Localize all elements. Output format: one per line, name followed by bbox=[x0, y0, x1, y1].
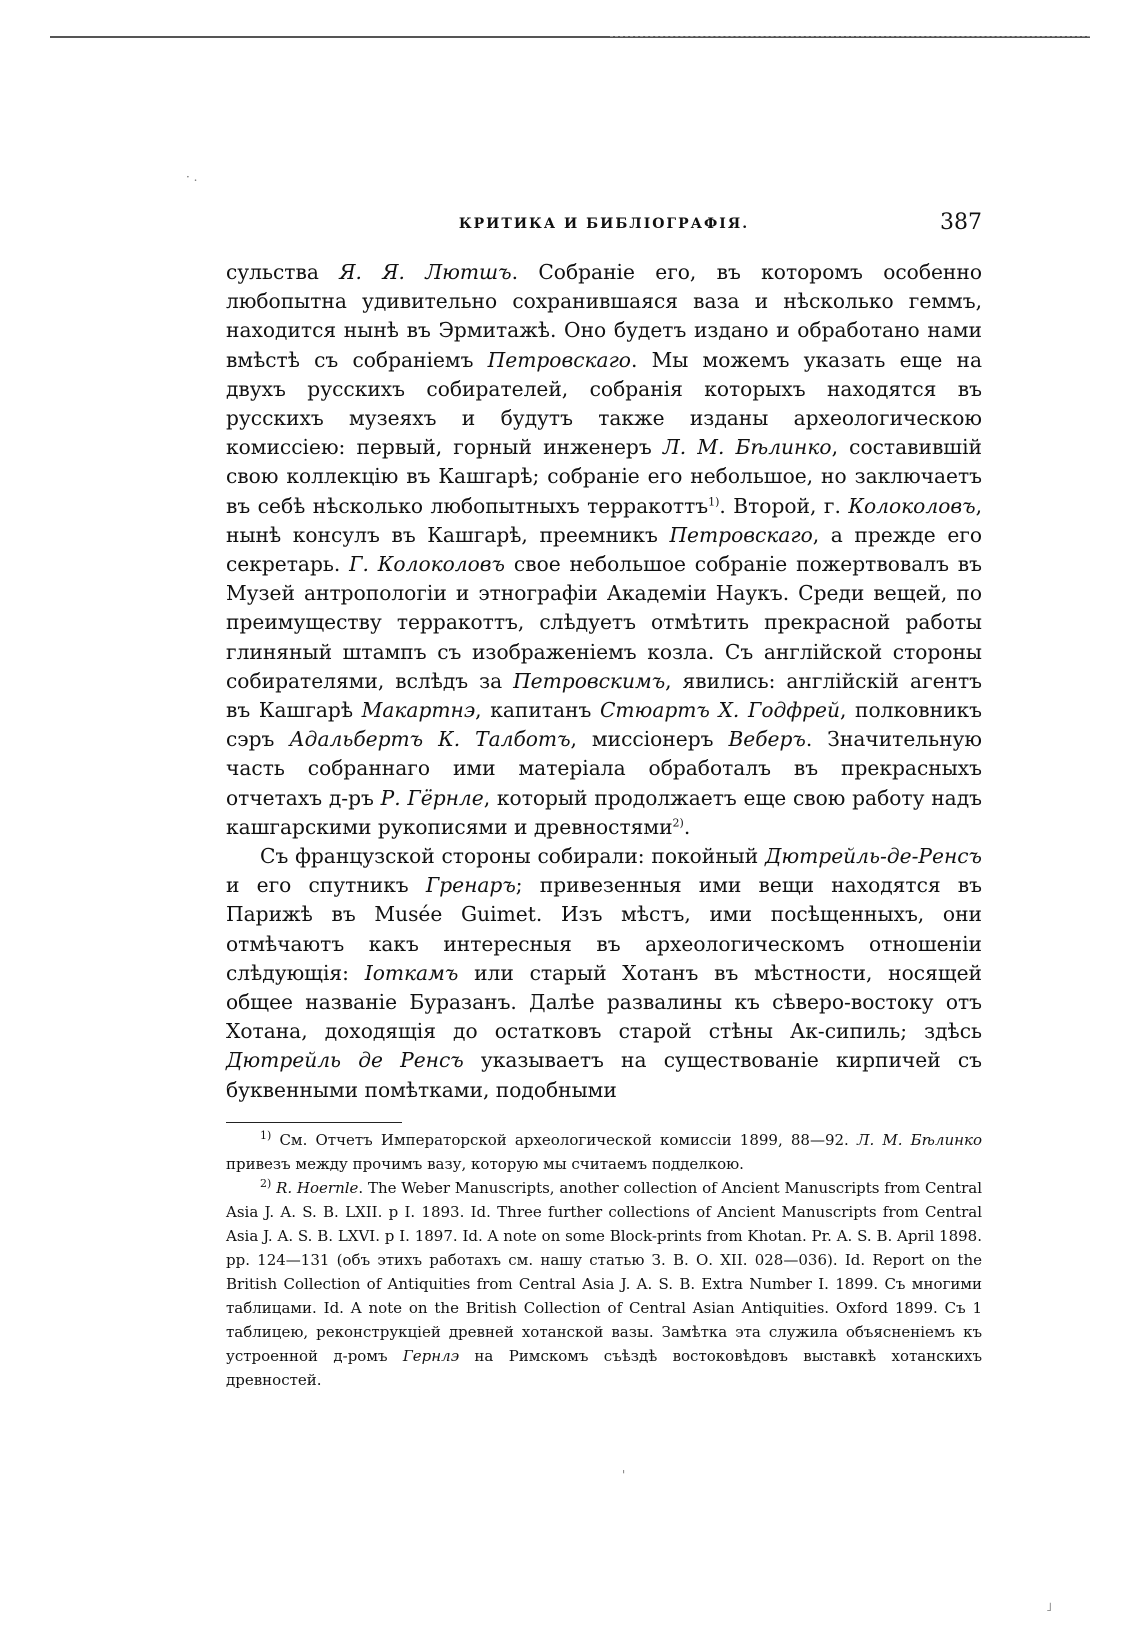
scan-speck: · . bbox=[186, 170, 198, 184]
header-title: КРИТИКА И БИБЛІОГРАФІЯ. bbox=[458, 216, 750, 232]
name-italic: Я. Я. Лютшъ bbox=[339, 260, 512, 284]
name-italic: Гренаръ bbox=[425, 873, 516, 898]
footnote-ref-1[interactable]: 1) bbox=[708, 494, 720, 508]
body-text bbox=[226, 258, 982, 1105]
paragraph-2 bbox=[226, 842, 982, 1105]
text-run: . The Weber Manuscripts, another collection of Ancient Manuscripts from Central Asia J. A. S. B. LXII. p I. 1893. Id. Three further collections of Ancient Manuscripts from Central Asia J. A. S. B. LXVI. p I. 1897. Id. A note on some Block-prints from Khotan. Pr. A. S. B. April 1898. pp. 124—131 (объ этихъ работахъ см. нашу статью З. В. О. XII. 028—036). Id. Report on the British Collection of Antiquities from Central Asia J. A. S. B. Extra Number I. 1899. Съ многими таблицами. Id. A note on the British Collection of Central Asian Antiquities. Oxford 1899. Съ 1 таблицею, реконструкціей древней хотанской вазы. Замѣтка эта служила объясненіемъ къ устроенной д-ромъ bbox=[226, 1179, 982, 1365]
name-italic: Іоткамъ bbox=[364, 960, 459, 985]
footnote-ref-2[interactable]: 2) bbox=[672, 816, 684, 830]
text-run: , который продолжаетъ еще свою работу надъ кашгарскими рукописями и древностями bbox=[226, 785, 982, 839]
text-run: свое небольшое собраніе пожертвовалъ въ Музей антропологіи и этнографіи Академіи Наукъ. Среди вещей, по преимуществу терракоттъ, слѣдуетъ отмѣтить прекрасной работы глиняный штампъ съ изображеніемъ козла. Съ англійской стороны собирателями, вслѣдъ за bbox=[226, 552, 982, 693]
text-run: на Римскомъ съѣздѣ востоковѣдовъ выставкѣ хотанскихъ древностей. bbox=[226, 1347, 982, 1389]
text-run: , миссіонеръ bbox=[570, 727, 729, 752]
name-italic: Стюартъ X. Годфрей bbox=[599, 698, 840, 723]
text-run: , капитанъ bbox=[475, 698, 600, 723]
footnote-marker: 1) bbox=[260, 1129, 272, 1142]
name-italic: Л. М. Бѣлинко bbox=[856, 1131, 983, 1149]
text-run: и его спутникъ bbox=[226, 873, 426, 898]
name-italic: Дютрейль де Ренсъ bbox=[226, 1048, 464, 1073]
text-run: указываетъ на существованіе кирпичей съ буквенными помѣтками, подобными bbox=[226, 1048, 982, 1102]
text-run: . bbox=[683, 814, 691, 839]
name-italic: Макартнэ bbox=[361, 698, 476, 723]
name-italic: Р. Гёрнле bbox=[380, 785, 484, 810]
text-run: . Значительную часть собраннаго ими матеріала обработалъ въ прекрасныхъ отчетахъ д-ръ bbox=[226, 727, 982, 810]
paragraph-1 bbox=[226, 258, 982, 842]
name-italic: R. Hoernle bbox=[276, 1179, 359, 1197]
page-number: 387 bbox=[940, 210, 982, 235]
footnotes bbox=[226, 1128, 982, 1392]
text-run: сульства bbox=[226, 260, 340, 284]
text-run: , полковникъ сэръ bbox=[226, 698, 982, 752]
text-run: ; привезенныя ими вещи находятся въ Парижѣ въ Musée Guimet. Изъ мѣстъ, ими посѣщенныхъ, они отмѣчаютъ какъ интересныя въ археологическомъ отношеніи слѣдующія: bbox=[226, 873, 983, 985]
text-run: См. Отчетъ Императорской археологической комиссіи 1899, 88—92. bbox=[271, 1131, 857, 1149]
scan-speck: ˩ bbox=[1046, 1600, 1052, 1614]
text-run: . Мы можемъ указать еще на двухъ русскихъ собирателей, собранія которыхъ находятся въ русскихъ музеяхъ и будутъ также изданы археологическою комиссіею: первый, горный инженеръ bbox=[226, 347, 982, 460]
running-header bbox=[226, 210, 982, 242]
name-italic: Веберъ bbox=[728, 727, 806, 752]
name-italic: Петровскимъ bbox=[513, 668, 666, 693]
name-italic: Гернлэ bbox=[402, 1347, 460, 1365]
name-italic: Петровскаго bbox=[487, 347, 631, 372]
footnote-marker: 2) bbox=[260, 1177, 272, 1190]
footnote-divider bbox=[226, 1122, 402, 1123]
name-italic: Петровскаго bbox=[669, 522, 813, 547]
name-italic: Колоколовъ bbox=[848, 493, 976, 518]
text-run: , составившій свою коллекцію въ Кашгарѣ; собраніе его небольшое, но заключаетъ въ себѣ нѣсколько любопытныхъ терракоттъ bbox=[226, 435, 982, 518]
text-run: или старый Хотанъ въ мѣстности, носящей общее названіе Буразанъ. Далѣе развалины къ сѣверо-востоку отъ Хотана, доходящія до остатковъ старой стѣны Ак-сипиль; здѣсь bbox=[226, 960, 982, 1044]
footnote-1 bbox=[226, 1128, 982, 1176]
name-italic: Адальбертъ К. Талботъ bbox=[289, 727, 571, 752]
scan-speck: ' bbox=[622, 1468, 626, 1482]
text-run: , а прежде его секретарь. bbox=[226, 522, 982, 577]
name-italic: Г. Колоколовъ bbox=[349, 552, 506, 577]
text-run: . Второй, г. bbox=[719, 493, 849, 518]
text-run: , нынѣ консулъ въ Кашгарѣ, преемникъ bbox=[226, 493, 982, 547]
footnote-2 bbox=[226, 1176, 982, 1392]
text-run: Съ французской стороны собирали: покойный bbox=[260, 844, 765, 869]
name-italic: Л. М. Бѣлинко bbox=[662, 435, 832, 460]
top-scan-rule-faint bbox=[610, 36, 1090, 37]
text-run: . Собраніе его, въ которомъ особенно любопытна удивительно сохранившаяся ваза и нѣсколько геммъ, находится нынѣ въ Эрмитажѣ. Оно будетъ издано и обработано нами вмѣстѣ съ собраніемъ bbox=[226, 260, 982, 372]
text-run: , явились: англійскій агентъ въ Кашгарѣ bbox=[226, 668, 982, 723]
name-italic: Дютрейль-де-Ренсъ bbox=[764, 844, 982, 869]
text-run: привезъ между прочимъ вазу, которую мы считаемъ подделкою. bbox=[226, 1155, 744, 1173]
